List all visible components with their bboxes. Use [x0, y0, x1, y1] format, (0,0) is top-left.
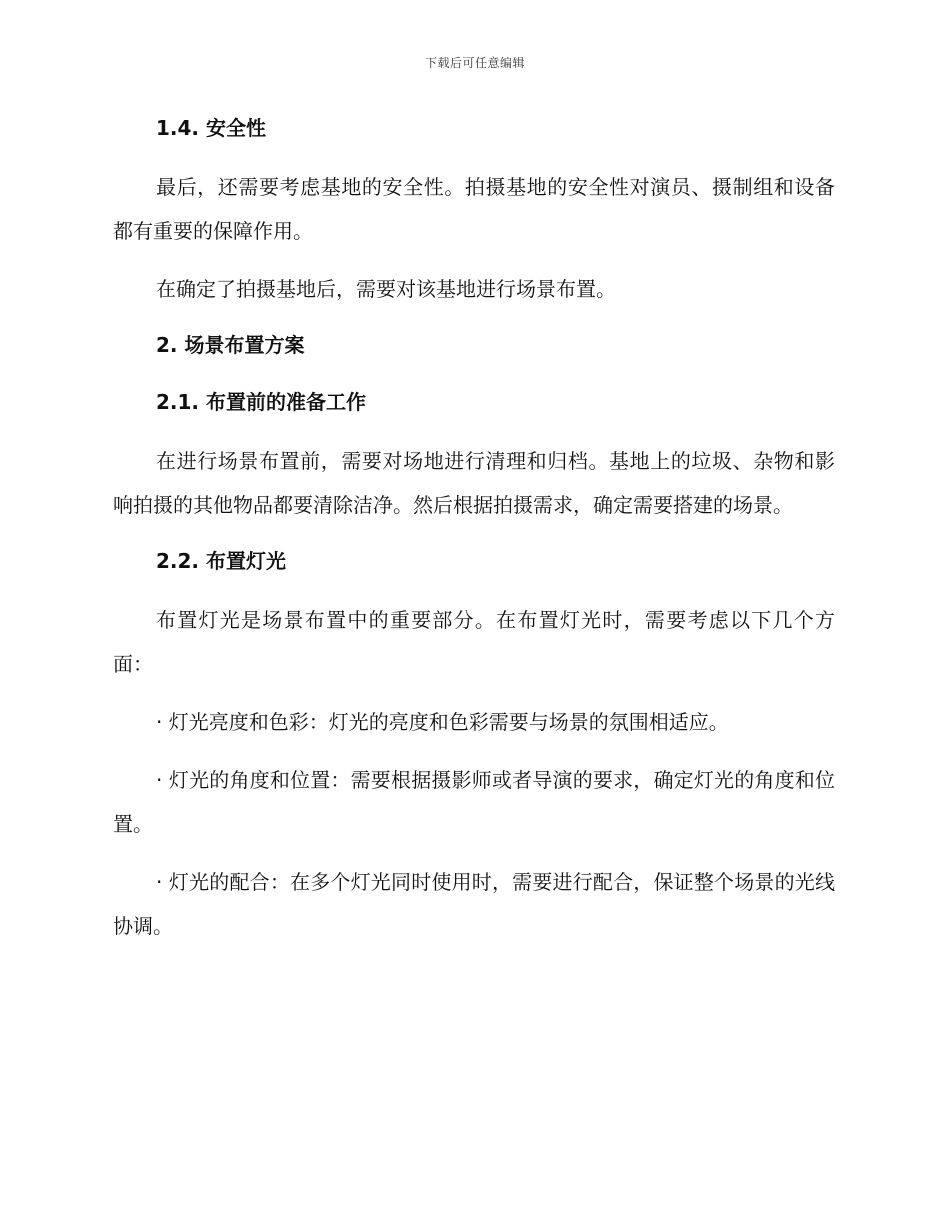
heading-2-1: 2.1. 布置前的准备工作	[156, 390, 366, 414]
list-item-coordination: · 灯光的配合：在多个灯光同时使用时，需要进行配合，保证整个场景的光线协调。	[113, 870, 835, 938]
list-item-angle-position: · 灯光的角度和位置：需要根据摄影师或者导演的要求，确定灯光的角度和位置。	[113, 768, 835, 836]
header-note: 下载后可任意编辑	[424, 56, 525, 70]
paragraph-preparation: 在进行场景布置前，需要对场地进行清理和归档。基地上的垃圾、杂物和影响拍摄的其他物品都要清除洁净。然后根据拍摄需求，确定需要搭建的场景。	[113, 449, 835, 517]
paragraph-lighting-intro: 布置灯光是场景布置中的重要部分。在布置灯光时，需要考虑以下几个方面：	[113, 608, 835, 676]
paragraph-transition: 在确定了拍摄基地后，需要对该基地进行场景布置。	[156, 277, 616, 301]
paragraph-safety: 最后，还需要考虑基地的安全性。拍摄基地的安全性对演员、摄制组和设备都有重要的保障作用。	[113, 175, 835, 243]
heading-1-4: 1.4. 安全性	[156, 116, 266, 140]
list-item-brightness-color: · 灯光亮度和色彩：灯光的亮度和色彩需要与场景的氛围相适应。	[156, 710, 729, 734]
heading-2: 2. 场景布置方案	[156, 333, 305, 357]
document-body	[113, 108, 835, 962]
heading-2-2: 2.2. 布置灯光	[156, 549, 286, 573]
